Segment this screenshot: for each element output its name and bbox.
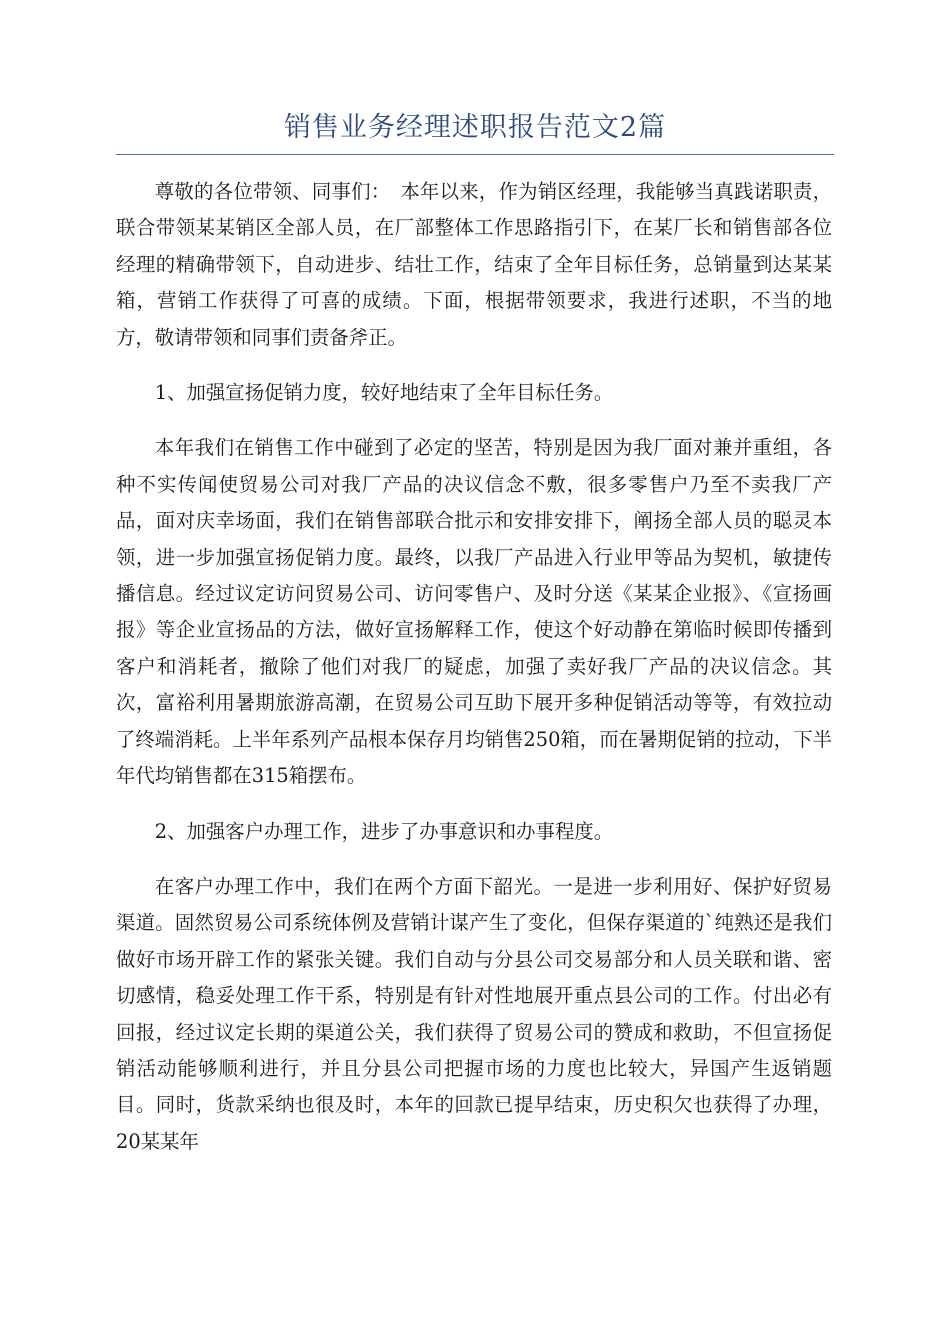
document-body <box>116 174 832 1179</box>
title-underline <box>116 154 834 155</box>
paragraph-heading-1: 1、加强宣扬促销力度，较好地结束了全年目标任务。 <box>154 381 614 405</box>
paragraph-customer-management: 在客户办理工作中，我们在两个方面下韶光。一是进一步利用好、保护好贸易渠道。固然贸易公司系统体例及营销计谋产生了变化，但保存渠道的`纯熟还是我们做好市场开辟工作的紧张关键。我们自动与分县公司交易部分和人员关联和谐、密切感情，稳妥处理工作干系，特别是有针对性地展开重点县公司的工作。付出必有回报，经过议定长期的渠道公关，我们获得了贸易公司的赞成和救助，不但宣扬促销活动能够顺利进行，并且分县公司把握市场的力度也比较大，异国产生返销题目。同时，货款采纳也很及时，本年的回款已提早结束，历史积欠也获得了办理，20某某年 <box>116 874 832 1153</box>
paragraph-intro: 尊敬的各位带领、同事们： 本年以来，作为销区经理，我能够当真践诺职责，联合带领某某销区全部人员，在厂部整体工作思路指引下，在某厂长和销售部各位经理的精确带领下，自动进步、结壮工作，结束了全年目标任务，总销量到达某某箱，营销工作获得了可喜的成绩。下面，根据带领要求，我进行述职，不当的地方，敬请带领和同事们责备斧正。 <box>116 180 832 349</box>
paragraph-heading-2: 2、加强客户办理工作，进步了办事意识和办事程度。 <box>154 819 614 843</box>
paragraph-promotion: 本年我们在销售工作中碰到了必定的坚苦，特别是因为我厂面对兼并重组，各种不实传闻使贸易公司对我厂产品的决议信念不敷，很多零售户乃至不卖我厂产品，面对庆幸场面，我们在销售部联合批示和安排安排下，阐扬全部人员的聪灵本领，进一步加强宣扬促销力度。最终，以我厂产品进入行业甲等品为契机，敏捷传播信息。经过议定访问贸易公司、访问零售户、及时分送《某某企业报》、《宣扬画报》等企业宣扬品的方法，做好宣扬解释工作，使这个好动静在第临时候即传播到客户和消耗者，撤除了他们对我厂的疑虑，加强了卖好我厂产品的决议信念。其次，富裕利用暑期旅游高潮，在贸易公司互助下展开多种促销活动等等，有效拉动了终端消耗。上半年系列产品根本保存月均销售250箱，而在暑期促销的拉动，下半年代均销售都在315箱摆布。 <box>116 436 832 788</box>
document-title: 销售业务经理述职报告范文2篇 <box>283 112 667 143</box>
